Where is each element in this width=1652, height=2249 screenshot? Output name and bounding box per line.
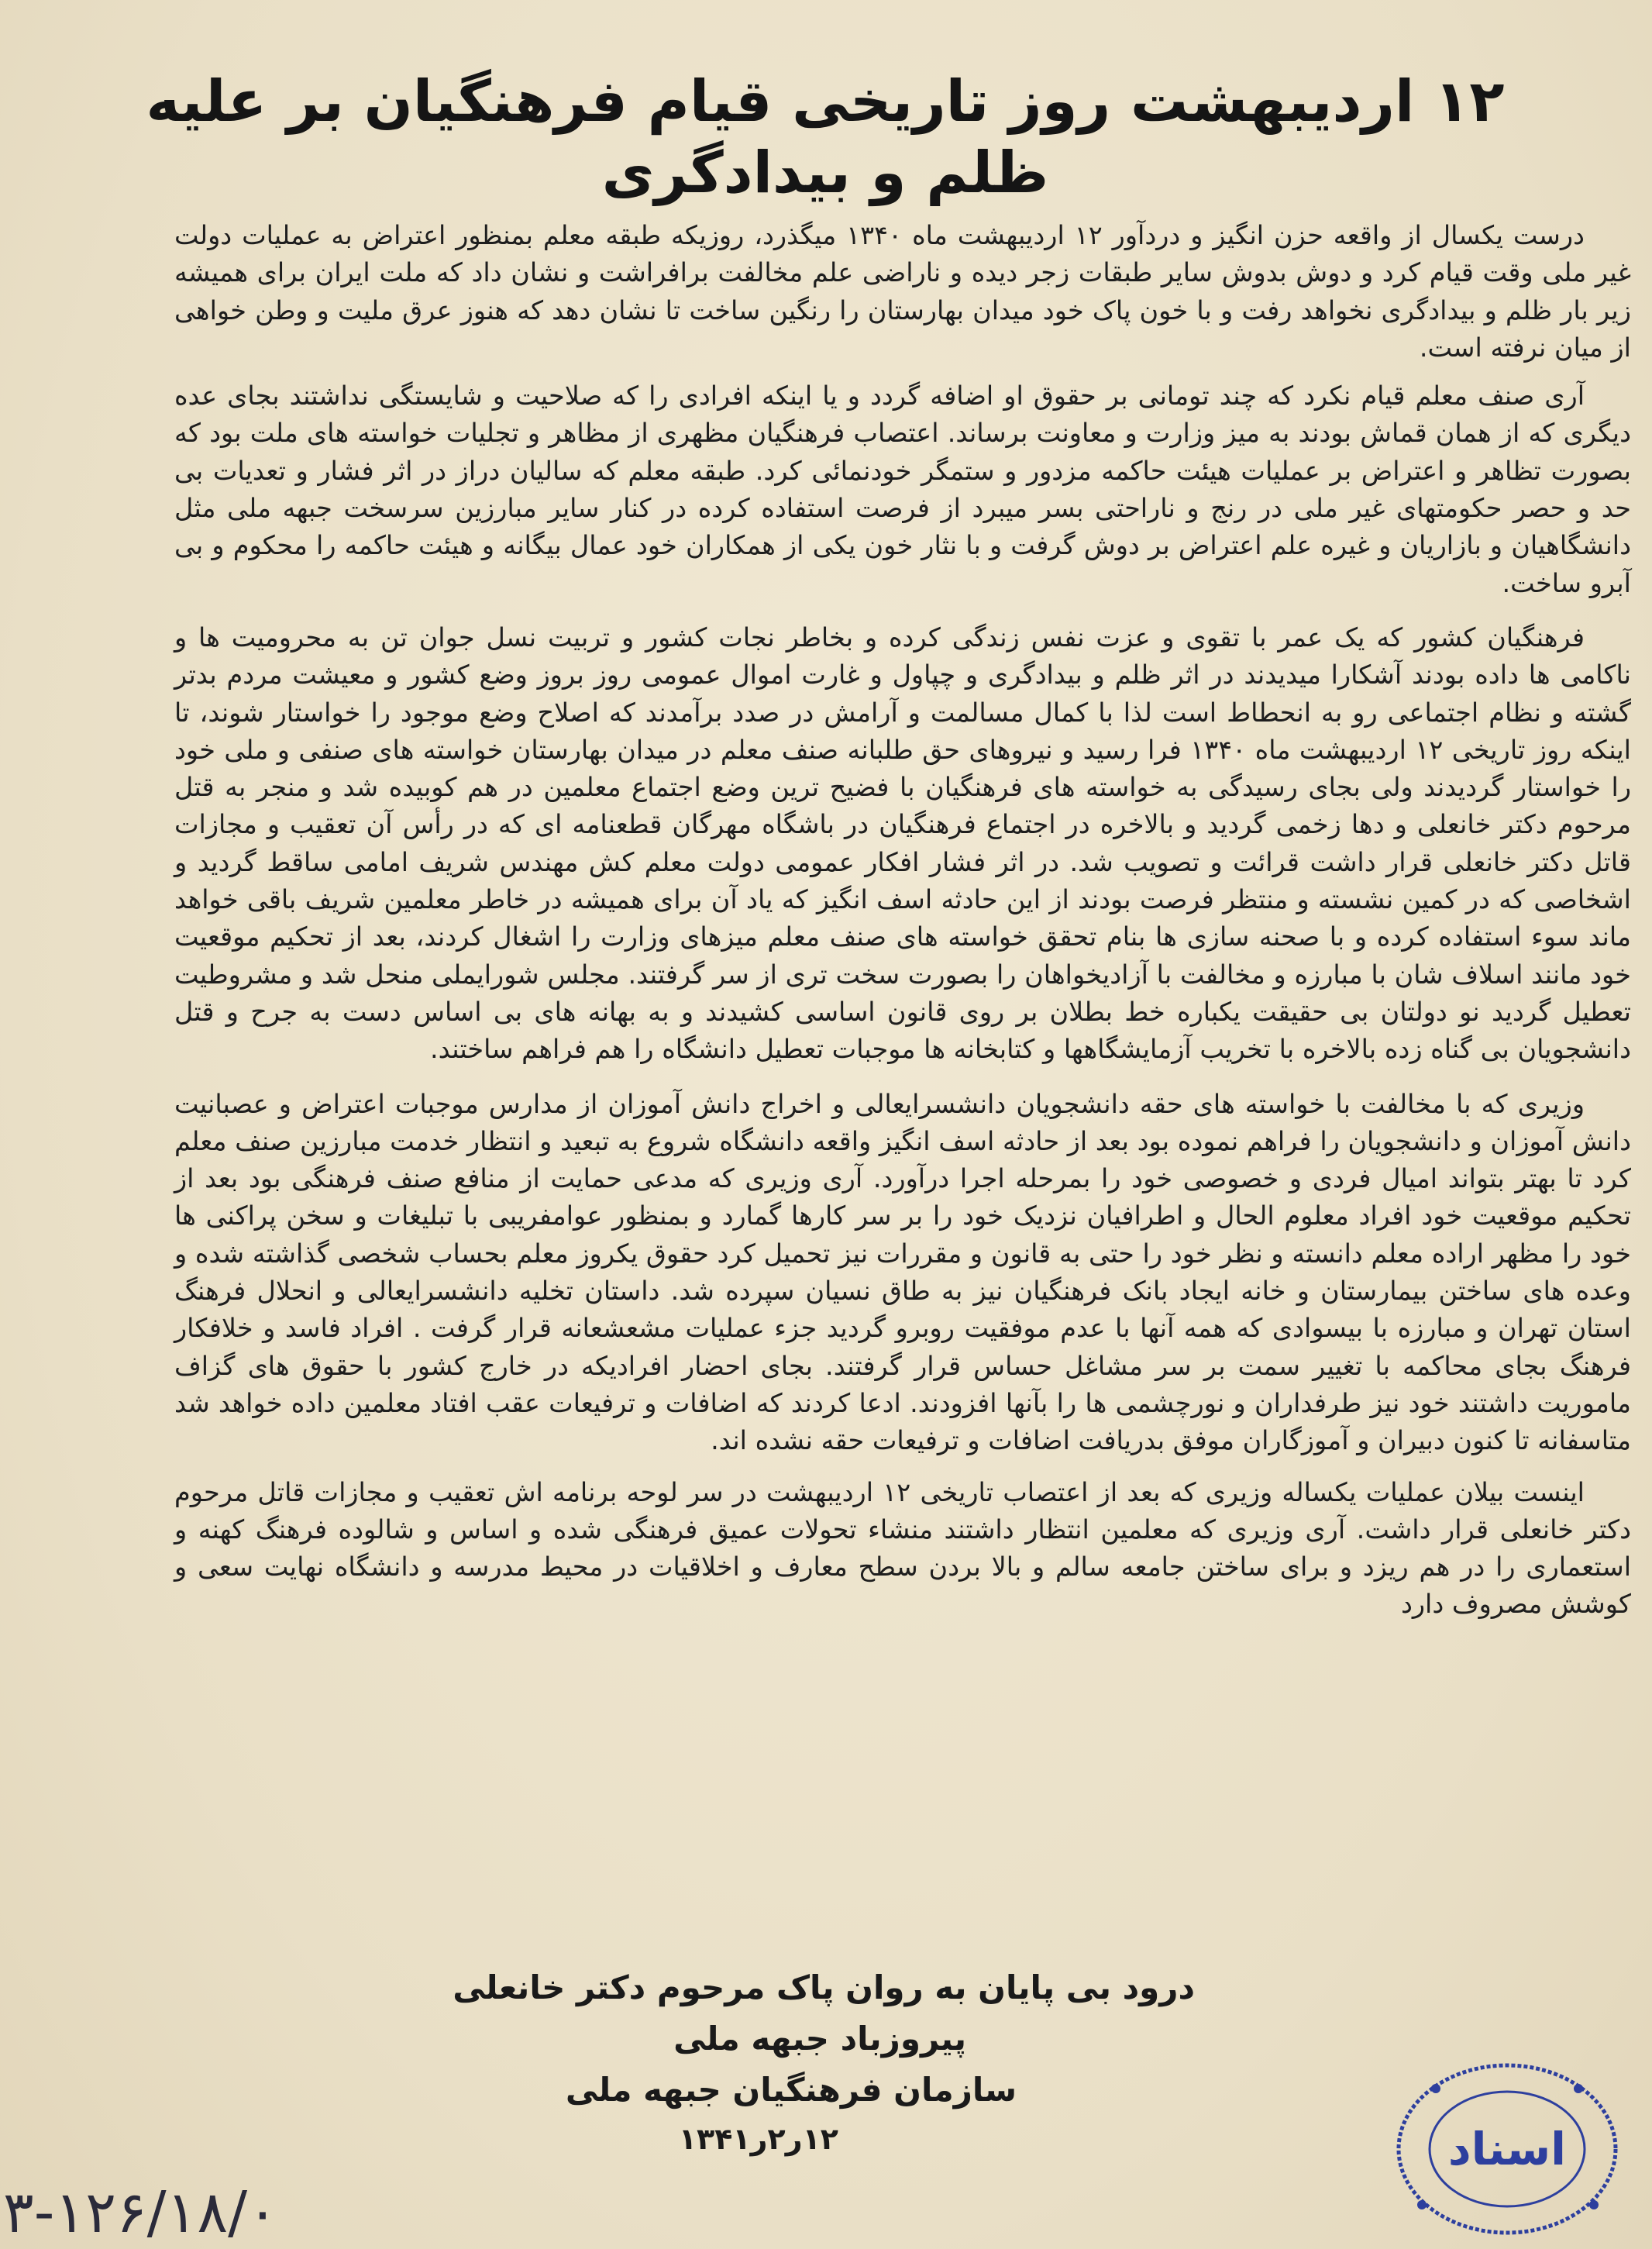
document-body	[174, 217, 1631, 1636]
paragraph-3: فرهنگیان کشور که یک عمر با تقوی و عزت نفس زندگی کرده و بخاطر نجات کشور و تربیت نسل جوان تن به محرومیت ها و ناکامی ها داده بودند آشکارا میدیدند در اثر ظلم و بیدادگری و چپاول و غارت اموال عمومی روز بروز وضع کشور و معیشت مردم بدتر گشته و نظام اجتماعی رو به انحطاط است لذا با کمال مسالمت و آرامش در صدد برآمدند که اصلاح وضع موجود را خواستار شوند، تا اینکه روز تاریخی ۱۲ اردیبهشت ماه ۱۳۴۰ فرا رسید و نیروهای حق طلبانه صنف معلم در میدان بهارستان خواسته های صنفی و ملی خود را خواستار گردیدند ولی بجای رسیدگی به خواسته های فرهنگیان با فضیح ترین وضع اجتماع معلمین در هم کوبیده شد و منجر به قتل مرحوم دکتر خانعلی و دها زخمی گردید و بالاخره در اجتماع فرهنگیان در باشگاه مهرگان قطعنامه ای که در رأس آن تعقیب و مجازات قاتل دکتر خانعلی قرار داشت قرائت و تصویب شد. در اثر فشار افکار عمومی دولت معلم کش مهندس شریف امامی ساقط گردید و اشخاصی که در کمین نشسته و منتظر فرصت بودند از این حادثه اسف انگیز که یاد آن برای همیشه در خاطر معلمین شریف باقی خواهد ماند سوء استفاده کرده و با صحنه سازی ها بنام تحقق خواسته های صنف معلم میزهای وزارت را اشغال کردند، بعد از تحکیم موقعیت خود مانند اسلاف شان با مبارزه و مخالفت با آزادیخواهان را بصورت سخت تری از سر گرفتند. مجلس شورایملی منحل شد و مشروطیت تعطیل گردید نو دولتان بی حقیقت یکباره خط بطلان بر روی قانون اساسی کشیدند و به بهانه های بی اساس دست به جرح و قتل دانشجویان بی گناه زده بالاخره با تخریب آزمایشگاهها و کتابخانه ها موجبات تعطیل دانشگاه را هم فراهم ساختند.	[174, 622, 1631, 1065]
signature-line-2: پیروزباد جبهه ملی	[673, 2020, 966, 2058]
document-title-line-2: ظلم و بیدادگری	[601, 139, 1049, 206]
paragraph-1: درست یکسال از واقعه حزن انگیز و دردآور ۱۲ اردیبهشت ماه ۱۳۴۰ میگذرد، روزیکه طبقه معلم بمنظور اعتراض به عملیات دولت غیر ملی وقت قیام کرد و دوش بدوش سایر طبقات زجر دیده و ناراضی علم مخالفت برافراشت و نشان داد که ملت ایران برای همیشه زیر بار ظلم و بیدادگری نخواهد رفت و با خون پاک خود میدان بهارستان را رنگین ساخت تا نشان دهد که هنوز عرق ملیت و وطن خواهی از میان نرفته است.	[174, 220, 1631, 363]
paragraph-4: وزیری که با مخالفت با خواسته های حقه دانشجویان دانشسرایعالی و اخراج دانش آموزان از مدارس موجبات اعتراض و عصبانیت دانش آموزان و دانشجویان را فراهم نموده بود بعد از حادثه اسف انگیز واقعه دانشگاه شروع به تبعید و انتظار خدمت مبارزین صنف معلم کرد تا بهتر بتواند امیال فردی و خصوصی خود را بمرحله اجرا درآورد. آری وزیری که مدعی حمایت از منافع صنف فرهنگی بود بعد از تحکیم موقعیت خود افراد معلوم الحال و اطرافیان نزدیک خود را بر سر کارها گمارد و بمنظور عوامفریبی با تبلیغات و سخن پراکنی ها خود را مظهر اراده معلم دانسته و نظر خود را حتی به قانون و مقررات نیز تحمیل کرد حقوق یکروز معلم بحساب شخصی گذاشته شده و وعده های ساختن بیمارستان و خانه ایجاد بانک فرهنگیان نیز به طاق نسیان سپرده شد. داستان تخلیه دانشسرایعالی و انحلال فرهنگ استان تهران و مبارزه با بیسوادی که همه آنها با عدم موفقیت روبرو گردید جزء عملیات مشعشعانه قرار گرفت . افراد فاسد و خلافکار فرهنگ بجای محاکمه با تغییر سمت بر سر مشاغل حساس قرار گرفتند. بجای احضار افرادیکه در خارج کشور با حقوق های گزاف ماموریت داشتند خود نیز طرفداران و نورچشمی ها را بآنها افزودند. ادعا کردند که اضافات و ترفیعات عقب افتاد معلمین داده خواهد شد متاسفانه تا کنون دبیران و آموزگاران موفق بدریافت اضافات و ترفیعات حقه نشده اند.	[174, 1088, 1631, 1456]
stamp-text: اسناد	[1447, 2123, 1567, 2175]
handwritten-archive-number: ۳-۱۲۶/۱۸/۰	[3, 2179, 278, 2246]
paragraph-5: اینست بیلان عملیات یکساله وزیری که بعد از اعتصاب تاریخی ۱۲ اردیبهشت در سر لوحه برنامه اش تعقیب و مجازات قاتل مرحوم دکتر خانعلی قرار داشت. آری وزیری که معلمین انتظار داشتند منشاء تحولات عمیق فرهنگی شده و اساس و شالوده فرهنگ کهنه و استعماری را در هم ریزد و برای ساختن جامعه سالم و بالا بردن سطح معارف و اخلاقیات در محیط مدرسه و دانشگاه نهایت سعی و کوشش مصروف دارد	[174, 1476, 1631, 1620]
archive-stamp	[1391, 2058, 1623, 2240]
signature-organization: سازمان فرهنگیان جبهه ملی	[565, 2071, 1017, 2109]
paragraph-2: آری صنف معلم قیام نکرد که چند تومانی بر حقوق او اضافه گردد و یا اینکه افرادی را که صلاحیت و شایستگی نداشتند بجای عده دیگری که از همان قماش بودند به میز وزارت و معاونت برساند. اعتصاب فرهنگیان مظهری از مظاهر و تجلیات خواسته های ملت بود که بصورت تظاهر و اعتراض بر عملیات هیئت حاکمه مزدور و ستمگر خودنمائی کرد. طبقه معلم که سالیان دراز در اثر فشار و تعدیات بی حد و حصر حکومتهای غیر ملی در رنج و ناراحتی بسر میبرد از فرصت استفاده کرده در کنار سایر مبارزین سرسخت جبهه ملی مثل دانشگاهیان و بازاریان و غیره علم اعتراض بر دوش گرفت و با نثار خون یکی از همکاران خود عمال بیگانه و هیئت حاکمه را محکوم و بی آبرو ساخت.	[174, 381, 1631, 598]
signature-line-1: درود بی پایان به روان پاک مرحوم دکتر خانعلی	[453, 1968, 1195, 2006]
signature-date: ۱۲ر۲ر۱۳۴۱	[678, 2122, 838, 2156]
document-title-line-1: ۱۲ اردیبهشت روز تاریخی قیام فرهنگیان بر علیه	[146, 68, 1505, 135]
